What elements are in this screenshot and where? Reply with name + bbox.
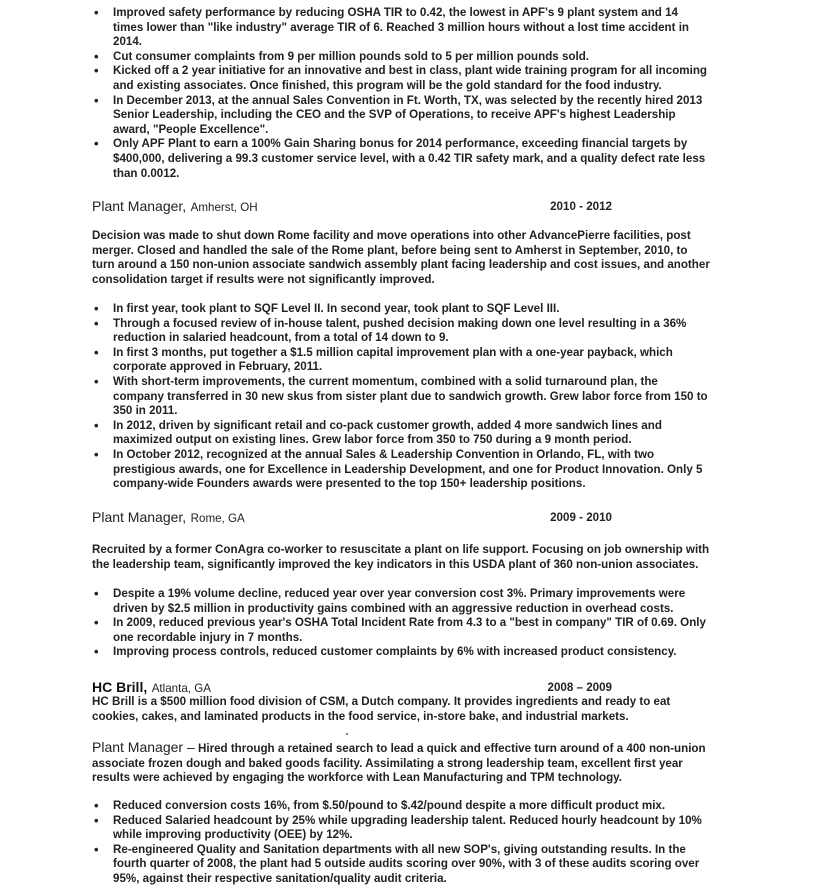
job-location: Rome, GA bbox=[190, 512, 245, 525]
bullet-item: • Only APF Plant to earn a 100% Gain Sharing bonus for 2014 performance, exceeding financial targets by $400,000, delivering a 99.3 customer service level, with a 0.42 TIR safety mark, and a quality defect rate less than 0.0012. bbox=[92, 137, 710, 181]
bullet-item: • Improving process controls, reduced customer complaints by 6% with increased product consistency. bbox=[92, 645, 710, 660]
bullet-item: • In December 2013, at the annual Sales Convention in Ft. Worth, TX, was selected by the recently hired 2013 Senior Leadership, including the CEO and the SVP of Operations, to receive APF's highest Leadership award, "People Excellence". bbox=[92, 94, 710, 138]
job-title: Plant Manager, bbox=[92, 198, 187, 214]
bullet-item: • Kicked off a 2 year initiative for an innovative and best in class, plant wide training program for all incoming and existing associates. Once finished, this program will be the gold standard for the food industry. bbox=[92, 64, 710, 93]
job-header-rome bbox=[92, 509, 612, 527]
company-description: HC Brill is a $500 million food division of CSM, a Dutch company. It provides ingredients and ready to eat cookies, cakes, and laminated products in the food service, in-store bake, and industrial markets. bbox=[92, 695, 671, 723]
company-location: Atlanta, GA bbox=[151, 682, 211, 695]
job-title: Plant Manager – bbox=[92, 739, 195, 755]
scan-speck bbox=[346, 733, 348, 735]
job-dates: 2010 - 2012 bbox=[550, 200, 612, 213]
bullet-item: • Through a focused review of in-house talent, pushed decision making down one level resulting in a 36% reduction in salaried headcount, from a total of 14 down to 9. bbox=[92, 317, 710, 346]
role-summary-text: Hired through a retained search to lead a quick and effective turn around of a 400 non-union associate frozen dough and baked goods facility. Assimilating a strong leadership team, excellent first year results were achieved by engaging the workforce with Lean Manufacturing and TPM technology. bbox=[92, 742, 706, 785]
bullet-item: • In October 2012, recognized at the annual Sales & Leadership Convention in Orlando, FL, with two prestigious awards, one for Excellence in Leadership Development, and one for Product Innovation. Only 5 company-wide Founders awards were presented to the top 150+ leadership positions. bbox=[92, 448, 710, 492]
bullet-item: • Despite a 19% volume decline, reduced year over year conversion cost 3%. Primary improvements were driven by $2.5 million in productivity gains combined with an aggressive reduction in overhead costs. bbox=[92, 587, 710, 616]
bullet-item: • Reduced conversion costs 16%, from $.50/pound to $.42/pound despite a more difficult product mix. bbox=[92, 799, 710, 814]
bullet-item: • Re-engineered Quality and Sanitation departments with all new SOP's, giving outstanding results. In the fourth quarter of 2008, the plant had 5 outside audits scoring over 90%, with 3 of these audits scoring over 95%, against their respective sanitation/quality audit criteria. bbox=[92, 843, 710, 887]
bullet-item: • Reduced Salaried headcount by 25% while upgrading leadership talent. Reduced hourly headcount by 10% while improving productivity (OEE) by 12%. bbox=[92, 814, 710, 843]
bullet-item: • In 2009, reduced previous year's OSHA Total Incident Rate from 4.3 to a "best in company" TIR of 0.69. Only one recordable injury in 7 months. bbox=[92, 616, 710, 645]
bullet-item: • With short-term improvements, the current momentum, combined with a solid turnaround plan, the company transferred in 30 new skus from sister plant due to sandwich growth. Grew labor force from 150 to 350 in 2011. bbox=[92, 375, 710, 419]
job-bullets-rome bbox=[92, 587, 710, 660]
job-summary-amherst: Decision was made to shut down Rome facility and move operations into other AdvancePierre facilities, post merger. Closed and handled the sale of the Rome plant, before being sent to Amherst in September, 2010, to turn around a 150 non-union associate sandwich assembly plant facing leadership and cost issues, and another consolidation target if results were not significantly improved. bbox=[92, 229, 710, 286]
company-name: HC Brill, bbox=[92, 679, 148, 695]
bullet-item: • In first 3 months, put together a $1.5 million capital improvement plan with a one-year payback, which corporate approved in February, 2011. bbox=[92, 346, 710, 375]
bullet-item: • Improved safety performance by reducing OSHA TIR to 0.42, the lowest in APF's 9 plant system and 14 times lower than "like industry" average TIR of 6. Reached 3 million hours without a lost time accident in 2014. bbox=[92, 6, 710, 50]
role-summary-hcbrill bbox=[92, 740, 712, 786]
bullet-item: • In 2012, driven by significant retail and co-pack customer growth, added 4 more sandwich lines and maximized output on existing lines. Grew labor force from 350 to 750 during a 9 month period. bbox=[92, 419, 710, 448]
bullet-item: • In first year, took plant to SQF Level II. In second year, took plant to SQF Level III. bbox=[92, 302, 710, 317]
previous-role-bullets bbox=[92, 6, 710, 181]
job-bullets-amherst bbox=[92, 302, 710, 492]
job-location: Amherst, OH bbox=[190, 201, 258, 214]
job-header-amherst bbox=[92, 198, 612, 216]
job-summary-rome: Recruited by a former ConAgra co-worker to resuscitate a plant on life support. Focusing on job ownership with the leadership team, significantly improved the key indicators in this USDA plant of 360 non-union associates. bbox=[92, 543, 710, 571]
bullet-item: • Cut consumer complaints from 9 per million pounds sold to 5 per million pounds sold. bbox=[92, 50, 710, 65]
job-title: Plant Manager, bbox=[92, 509, 187, 525]
job-bullets-hcbrill bbox=[92, 799, 710, 887]
company-dates: 2008 – 2009 bbox=[547, 681, 612, 694]
job-dates: 2009 - 2010 bbox=[550, 511, 612, 524]
